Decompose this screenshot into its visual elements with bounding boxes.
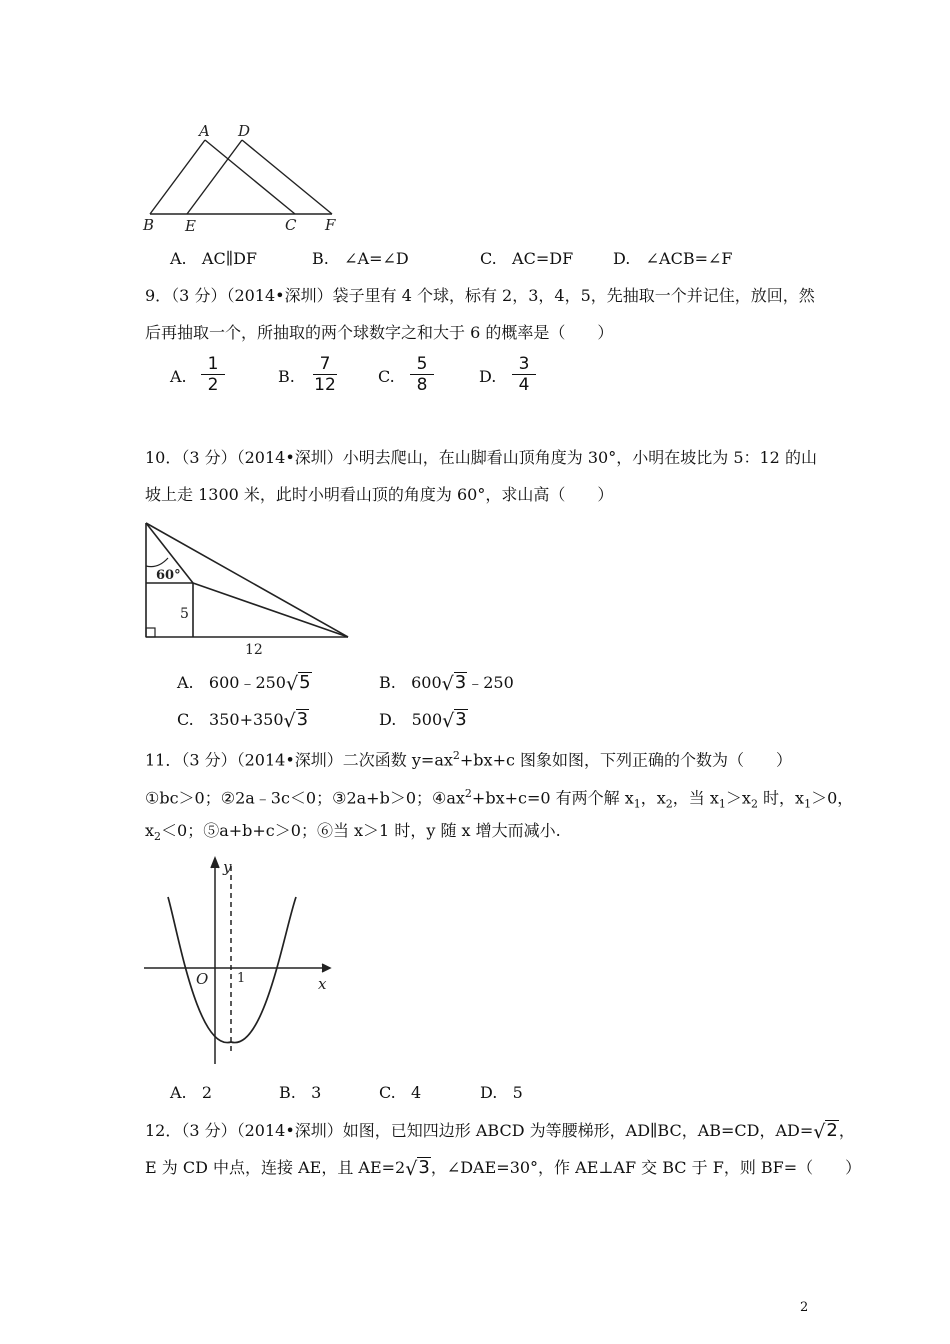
q9-option-b-fraction: 7 12 (314, 354, 336, 395)
sqrt-sign: √3 (405, 1157, 430, 1180)
q8-triangles-figure (135, 118, 350, 238)
q11-origin-label: O (196, 970, 209, 988)
q8-option-c: C. AC=DF (480, 249, 574, 268)
q11-one-label: 1 (237, 971, 246, 986)
q10-option-b: B. 600√3﹣250 (379, 672, 514, 695)
q10-option-a: A. 600﹣250√5 (177, 672, 311, 695)
q10-mountain-figure (138, 515, 358, 660)
q8-option-a: A. AC∥DF (170, 249, 258, 268)
page-number: 2 (800, 1300, 809, 1315)
sqrt-sign: √5 (286, 672, 311, 695)
sqrt-sign: √3 (283, 709, 309, 732)
q9-question-line1: 9．（3 分）（2014•深圳）袋子里有 4 个球，标有 2，3，4，5，先抽取一个并记住，放回，然 (145, 286, 815, 305)
q11-option-b: B. 3 (279, 1083, 322, 1102)
q10-base-label: 12 (245, 642, 263, 658)
q11-y-axis-label: y (223, 858, 232, 876)
q11-option-c: C. 4 (379, 1083, 422, 1102)
q9-option-c-fraction: 5 8 (410, 355, 434, 394)
q12-question-line1: 12．（3 分）（2014•深圳）如图，已知四边形 ABCD 为等腰梯形，AD∥BC，AB=CD，AD=√2， (145, 1120, 855, 1143)
q9-option-d-label: D. (479, 367, 497, 386)
q10-angle-label: 60° (156, 568, 181, 583)
q10-option-c: C. 350+350√3 (177, 709, 309, 732)
q9-option-c-label: C. (378, 367, 395, 386)
q9-question-line2: 后再抽取一个，所抽取的两个球数字之和大于 6 的概率是（ ） (145, 323, 614, 342)
q12-question-line2: E 为 CD 中点，连接 AE，且 AE=2√3，∠DAE=30°，作 AE⊥AF 交 BC 于 F，则 BF=（ ） (145, 1157, 862, 1180)
q11-question-line1: 11．（3 分）（2014•深圳）二次函数 $y=ax^2+bx+c$ 图象如图，下列正确的个数为（ ） (145, 749, 793, 770)
sqrt-sign: √2 (813, 1120, 838, 1143)
q9-option-a-fraction: 1 2 (201, 355, 225, 394)
q8-label-d: D (238, 122, 251, 140)
q8-option-b: B. ∠A=∠D (312, 249, 409, 268)
q10-question-line1: 10．（3 分）（2014•深圳）小明去爬山，在山脚看山顶角度为 30°，小明在坡比为 5：12 的山 (145, 448, 817, 467)
q10-option-d: D. 500√3 (379, 709, 467, 732)
q10-vertical-label: 5 (180, 606, 189, 622)
q11-question-line3: $x_2<0$；⑤a+b+c＞0；⑥当 x＞1 时，y 随 x 增大而减小. (145, 821, 561, 844)
q8-option-d: D. ∠ACB=∠F (613, 249, 733, 268)
q8-label-b: B (143, 216, 155, 234)
sqrt-sign: √3 (441, 672, 467, 695)
q10-question-line2: 坡上走 1300 米，此时小明看山顶的角度为 60°，求山高（ ） (145, 485, 614, 504)
q8-label-a: A (199, 122, 210, 140)
q11-option-a: A. 2 (170, 1083, 213, 1102)
q11-option-d: D. 5 (480, 1083, 523, 1102)
q8-label-c: C (285, 216, 297, 234)
q9-option-a-label: A. (170, 367, 187, 386)
q9-option-d-fraction: 3 4 (512, 355, 536, 394)
q9-option-b-label: B. (278, 367, 295, 386)
sqrt-sign: √3 (442, 709, 467, 732)
q8-label-f: F (325, 216, 336, 234)
q8-label-e: E (185, 217, 196, 235)
q11-parabola-figure (138, 852, 343, 1072)
q11-question-line2: ①bc＞0；②2a﹣3c＜0；③2a+b＞0；$④ax^2+bx+c=0$ 有两个解 $x_1$，$x_2$，当 $x_1>x_2$ 时，$x_1>0$， (145, 787, 854, 811)
q11-x-axis-label: x (318, 975, 327, 993)
